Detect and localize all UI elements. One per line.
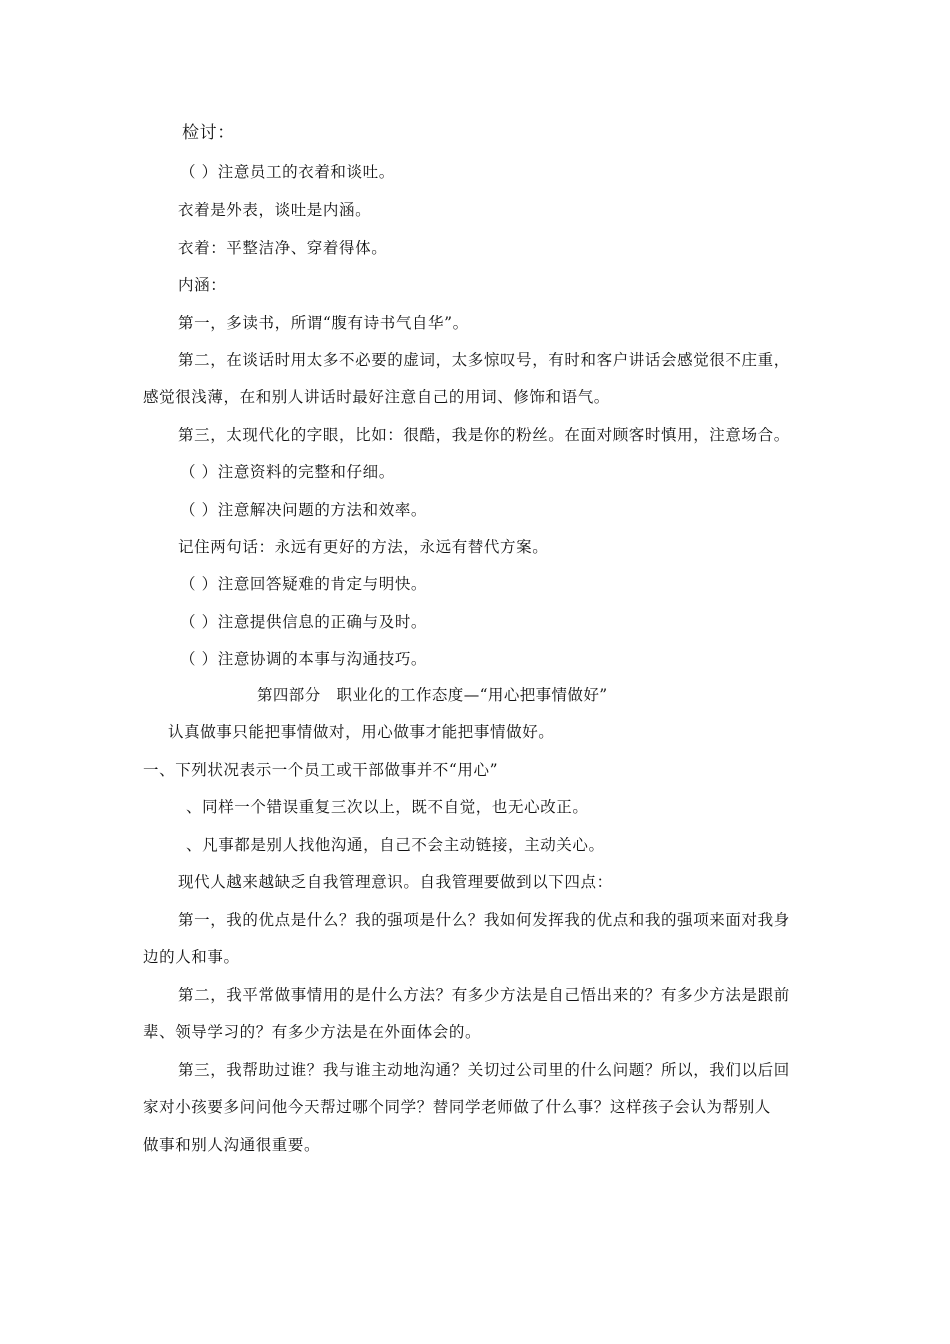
bullet-two: 、凡事都是别人找他沟通，自己不会主动链接，主动关心。	[186, 836, 605, 854]
item-answer: （ ）注意回答疑难的肯定与明快。	[180, 575, 428, 593]
inner-second-line1: 第二，在谈话时用太多不必要的虚词，太多惊叹号，有时和客户讲话会感觉很不庄重，	[178, 351, 790, 369]
inner-first: 第一，多读书，所谓“腹有诗书气自华”。	[178, 314, 469, 332]
point-one-heading: 一、下列状况表示一个员工或干部做事并不“用心”	[143, 761, 499, 779]
self-management: 现代人越来越缺乏自我管理意识。自我管理要做到以下四点：	[178, 873, 613, 891]
item-data: （ ）注意资料的完整和仔细。	[180, 463, 395, 481]
third-question-line2: 家对小孩要多问问他今天帮过哪个同学？替同学老师做了什么事？这样孩子会认为帮别人	[143, 1098, 771, 1116]
item-info: （ ）注意提供信息的正确与及时。	[180, 613, 428, 631]
section-four-title: 第四部分 职业化的工作态度—“用心把事情做好”	[257, 686, 608, 704]
third-question-line1: 第三，我帮助过谁？我与谁主动地沟通？关切过公司里的什么问题？所以，我们以后回	[178, 1061, 790, 1079]
inner-label: 内涵：	[178, 276, 227, 294]
first-question-line1: 第一，我的优点是什么？我的强项是什么？我如何发挥我的优点和我的强项来面对我身	[178, 911, 790, 929]
second-question-line1: 第二，我平常做事情用的是什么方法？有多少方法是自己悟出来的？有多少方法是跟前	[178, 986, 790, 1004]
item-dress: （ ）注意员工的衣着和谈吐。	[180, 163, 395, 181]
inner-second-line2: 感觉很浅薄，在和别人讲话时最好注意自己的用词、修饰和语气。	[143, 388, 610, 406]
heading-review: 检讨：	[182, 123, 235, 143]
remember-note: 记住两句话：永远有更好的方法，永远有替代方案。	[178, 538, 549, 556]
first-question-line2: 边的人和事。	[143, 948, 240, 966]
section-four-intro: 认真做事只能把事情做对，用心做事才能把事情做好。	[168, 723, 555, 741]
inner-third: 第三，太现代化的字眼，比如：很酷，我是你的粉丝。在面对顾客时慎用，注意场合。	[178, 426, 790, 444]
item-coordinate: （ ）注意协调的本事与沟通技巧。	[180, 650, 428, 668]
dress-detail: 衣着：平整洁净、穿着得体。	[178, 239, 388, 257]
item-method: （ ）注意解决问题的方法和效率。	[180, 501, 428, 519]
dress-intro: 衣着是外表，谈吐是内涵。	[178, 201, 372, 219]
bullet-one: 、同样一个错误重复三次以上，既不自觉，也无心改正。	[186, 798, 589, 816]
second-question-line2: 辈、领导学习的？有多少方法是在外面体会的。	[143, 1023, 482, 1041]
third-question-line3: 做事和别人沟通很重要。	[143, 1136, 321, 1154]
